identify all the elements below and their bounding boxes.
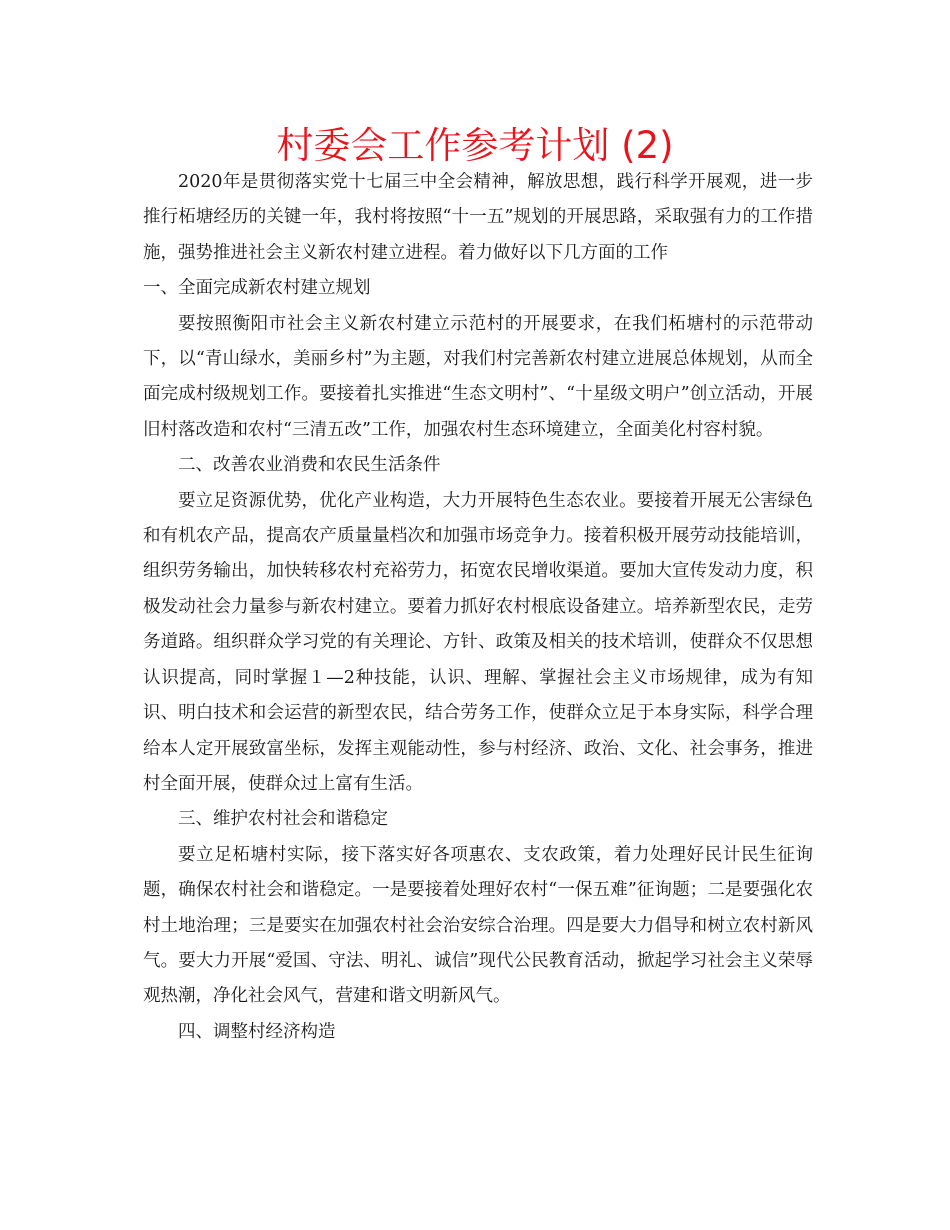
document-body [143,165,813,1050]
paragraph-section-1: 要按照衡阳市社会主义新农村建立示范村的开展要求，在我们柘塘村的示范带动下，以“青山绿水，美丽乡村”为主题，对我们村完善新农村建立进展总体规划，从而全面完成村级规划工作。要接着扎实推进“生态文明村”、“十星级文明户”创立活动，开展旧村落改造和农村“三清五改”工作，加强农村生态环境建立，全面美化村容村貌。 [143,313,813,440]
section-heading-4: 四、调整村经济构造 [178,1021,336,1042]
section-heading-2: 二、改善农业消费和农民生活条件 [178,455,441,476]
paragraph-intro: 2020年是贯彻落实党十七届三中全会精神，解放思想，践行科学开展观，进一步推行柘塘经历的关键一年，我村将按照“十一五”规划的开展思路，采取强有力的工作措施，强势推进社会主义新农村建立进程。着力做好以下几方面的工作 [143,172,813,263]
document-title: 村委会工作参考计划 (2) [276,124,674,167]
section-heading-1: 一、全面完成新农村建立规划 [143,278,371,299]
paragraph-section-2: 要立足资源优势，优化产业构造，大力开展特色生态农业。要接着开展无公害绿色和有机农产品，提高农产质量量档次和加强市场竞争力。接着积极开展劳动技能培训，组织劳务输出，加快转移农村充裕劳力，拓宽农民增收渠道。要加大宣传发动力度，积极发动社会力量参与新农村建立。要着力抓好农村根底设备建立。培养新型农民，走劳务道路。组织群众学习党的有关理论、方针、政策及相关的技术培训，使群众不仅思想认识提高，同时掌握１—2种技能，认识、理解、掌握社会主义市场规律，成为有知识、明白技术和会运营的新型农民，结合劳务工作，使群众立足于本身实际，科学合理给本人定开展致富坐标，发挥主观能动性，参与村经济、政治、文化、社会事务，推进村全面开展，使群众过上富有生活。 [143,490,813,794]
paragraph-section-3: 要立足柘塘村实际，接下落实好各项惠农、支农政策，着力处理好民计民生征询题，确保农村社会和谐稳定。一是要接着处理好农村“一保五难”征询题；二是要强化农村土地治理；三是要实在加强农村社会治安综合治理。四是要大力倡导和树立农村新风气。要大力开展“爱国、守法、明礼、诚信”现代公民教育活动，掀起学习社会主义荣辱观热潮，净化社会风气，营建和谐文明新风气。 [143,844,813,1007]
section-heading-3: 三、维护农村社会和谐稳定 [178,809,388,830]
